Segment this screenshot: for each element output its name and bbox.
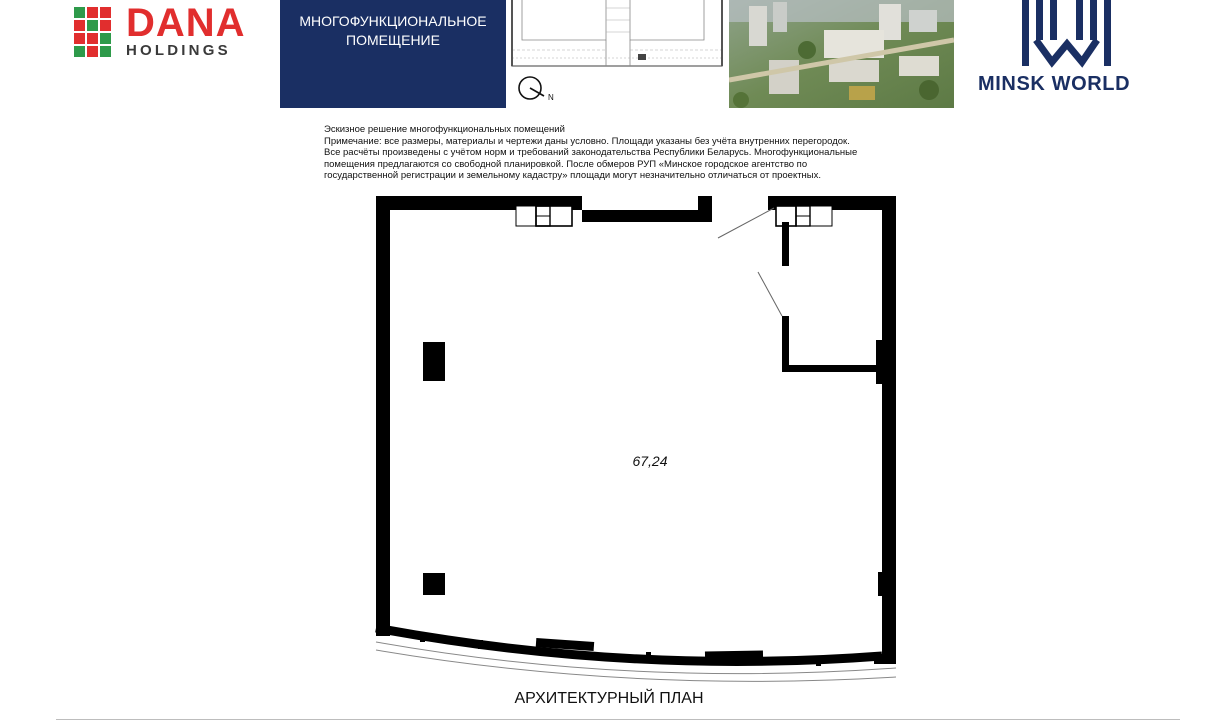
partition-lower (782, 316, 789, 372)
compass-north-label: N (548, 93, 554, 102)
column (423, 573, 445, 595)
logo-square-icon (87, 33, 98, 44)
floor-plan-drawing (370, 190, 910, 685)
column (423, 342, 445, 381)
wall-top-left-stub (698, 196, 712, 222)
logo-square-icon (74, 46, 85, 57)
room-area-label: 67,24 (632, 453, 668, 469)
footer-divider (56, 719, 1180, 720)
door-swing-line (758, 272, 782, 316)
dana-brand-text: DANA (126, 1, 246, 45)
disclaimer-note (324, 124, 944, 182)
logo-square-icon (100, 20, 111, 31)
aerial-render-image (729, 0, 954, 108)
note-line: помещения предлагаются со свободной планировкой. После обмеров РУП «Минское городское агентство по (324, 158, 808, 170)
note-line: государственной регистрации и земельному кадастру» площади могут незначительно отличаться от проектных. (324, 170, 822, 181)
note-line: Примечание: все размеры, материалы и чертежи даны условно. Площади указаны без учёта внутренних перегородок. (324, 135, 850, 147)
logo-square-icon (87, 7, 98, 18)
aerial-city-render (729, 0, 954, 108)
plan-caption: АРХИТЕКТУРНЫЙ ПЛАН (514, 690, 704, 707)
wall-right-pier (876, 340, 896, 384)
logo-square-icon (74, 33, 85, 44)
building-location-thumbnail (506, 0, 729, 108)
logo-square-icon (74, 20, 85, 31)
door-swing-line (718, 208, 774, 238)
minsk-world-emblem-icon (1022, 0, 1112, 70)
holdings-text: HOLDINGS (126, 42, 231, 59)
facade-window-block (705, 650, 763, 660)
logo-square-icon (100, 7, 111, 18)
minsk-world-text: MINSK WORLD (978, 73, 1131, 95)
note-line: Все расчёты произведены с учётом норм и требований законодательства Республики Беларусь. Многофункциональные (324, 147, 858, 158)
partition-horizontal (782, 365, 882, 372)
logo-square-icon (100, 46, 111, 57)
minsk-world-logo (975, 0, 1160, 100)
logo-square-icon (100, 33, 111, 44)
wall-top-left-return (582, 210, 712, 222)
header-title-line1: МНОГОФУНКЦИОНАЛЬНОЕ (299, 13, 487, 29)
dana-holdings-logo (74, 1, 274, 59)
partition-upper (782, 222, 789, 266)
logo-square-icon (87, 20, 98, 31)
header-title-panel (280, 0, 506, 108)
note-line: Эскизное решение многофункциональных помещений (324, 124, 565, 135)
header-title-line2: ПОМЕЩЕНИЕ (346, 32, 440, 48)
logo-square-icon (87, 46, 98, 57)
logo-square-icon (74, 7, 85, 18)
facade-wall-bottom (376, 628, 882, 661)
wall-left (376, 196, 390, 636)
wall-right-pier-lower (878, 572, 896, 596)
